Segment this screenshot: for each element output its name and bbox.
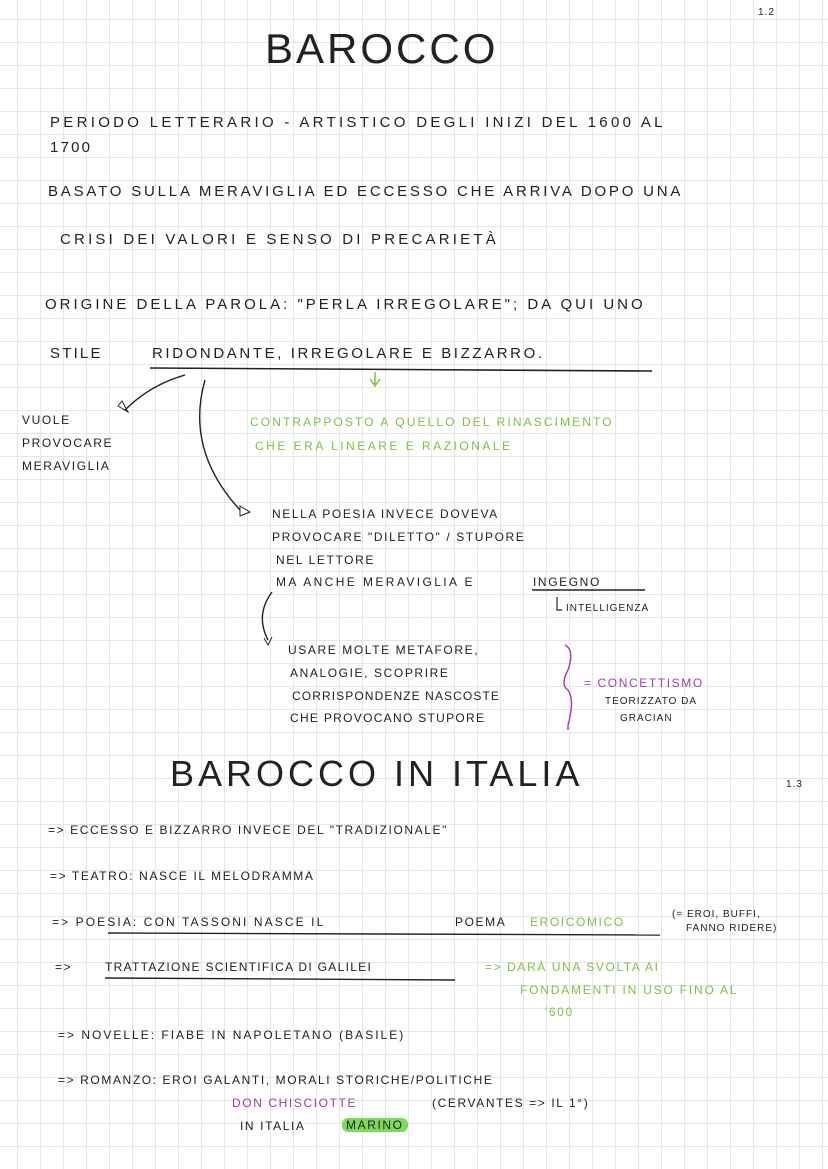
side-note: VUOLE <box>22 413 71 427</box>
teorizzato-note: GRACIAN <box>620 713 673 724</box>
methods-line: CORRISPONDENZE NASCOSTE <box>292 689 500 703</box>
poema-note: FANNO RIDERE) <box>686 923 778 934</box>
eroicomico-word: EROICOMICO <box>530 915 625 929</box>
poetry-note: NEL LETTORE <box>276 553 375 567</box>
side-note: PROVOCARE <box>22 436 114 450</box>
poetry-note: PROVOCARE "DILETTO" / STUPORE <box>272 530 526 544</box>
down-arrow-icon <box>370 372 380 386</box>
section-title: BAROCCO IN ITALIA <box>170 753 584 794</box>
brace-icon <box>564 645 572 730</box>
page-title: BAROCCO <box>265 25 499 72</box>
page-number: 1.2 <box>758 7 775 18</box>
poetry-note: MA ANCHE MERAVIGLIA E <box>276 575 475 589</box>
bullet-arrow: => <box>55 960 73 974</box>
bullet: => ROMANZO: EROI GALANTI, MORALI STORICHE/POLITICHE <box>58 1073 494 1087</box>
text-line: CRISI DEI VALORI E SENSO DI PRECARIETÀ <box>60 231 499 248</box>
bullet: => POESIA: CON TASSONI NASCE IL <box>52 915 326 929</box>
galilei-note: => DARÀ UNA SVOLTA AI <box>485 960 660 974</box>
intelligenza-note: INTELLIGENZA <box>566 603 650 614</box>
poema-note: (= EROI, BUFFI, <box>672 909 761 920</box>
poetry-note: NELLA POESIA INVECE DOVEVA <box>272 507 499 521</box>
don-chisciotte: DON CHISCIOTTE <box>232 1096 358 1110</box>
text-line: PERIODO LETTERARIO - ARTISTICO DEGLI INIZI DEL 1600 AL <box>50 114 666 131</box>
galilei-note: '600 <box>545 1005 574 1019</box>
arrow-head-icon <box>118 401 128 412</box>
bullet: => TEATRO: NASCE IL MELODRAMMA <box>50 869 315 883</box>
bullet: => ECCESSO E BIZZARRO INVECE DEL "TRADIZIONALE" <box>48 823 449 837</box>
poema-word: POEMA <box>455 915 507 929</box>
text-line: STILE <box>50 345 103 362</box>
arrow-to-vuole <box>125 375 185 410</box>
arrow-head-icon <box>240 506 250 516</box>
cervantes-note: (CERVANTES => IL 1°) <box>432 1096 590 1110</box>
underline-galilei <box>105 978 455 980</box>
underline-poema <box>108 933 660 935</box>
teorizzato-note: TEORIZZATO DA <box>605 696 698 707</box>
green-note: CONTRAPPOSTO A QUELLO DEL RINASCIMENTO <box>250 415 614 429</box>
text-line: ORIGINE DELLA PAROLA: "PERLA IRREGOLARE"; DA QUI UNO <box>45 296 646 313</box>
methods-line: USARE MOLTE METAFORE, <box>288 643 480 657</box>
text-line: 1700 <box>50 139 93 156</box>
ingegno-word: INGEGNO <box>533 575 601 589</box>
underline-stile <box>150 368 652 371</box>
arrow-head-icon <box>264 637 272 645</box>
in-italia: IN ITALIA <box>240 1119 306 1133</box>
bullet: TRATTAZIONE SCIENTIFICA DI GALILEI <box>105 960 373 974</box>
page-number: 1.3 <box>786 779 803 790</box>
text-line: BASATO SULLA MERAVIGLIA ED ECCESSO CHE ARRIVA DOPO UNA <box>48 183 684 200</box>
methods-line: CHE PROVOCANO STUPORE <box>290 711 486 725</box>
bullet: => NOVELLE: FIABE IN NAPOLETANO (BASILE) <box>58 1028 406 1042</box>
galilei-note: FONDAMENTI IN USO FINO AL <box>520 983 739 997</box>
green-note: CHE ERA LINEARE E RAZIONALE <box>255 439 513 453</box>
sub-arrow-icon <box>557 597 562 610</box>
arrow-to-usare <box>262 592 272 640</box>
side-note: MERAVIGLIA <box>22 459 111 473</box>
concettismo-label: = CONCETTISMO <box>584 676 704 690</box>
marino-highlight: MARINO <box>342 1118 408 1132</box>
arrow-to-poesia <box>200 380 240 510</box>
methods-line: ANALOGIE, SCOPRIRE <box>290 666 450 680</box>
text-line: RIDONDANTE, IRREGOLARE E BIZZARRO. <box>152 345 545 362</box>
